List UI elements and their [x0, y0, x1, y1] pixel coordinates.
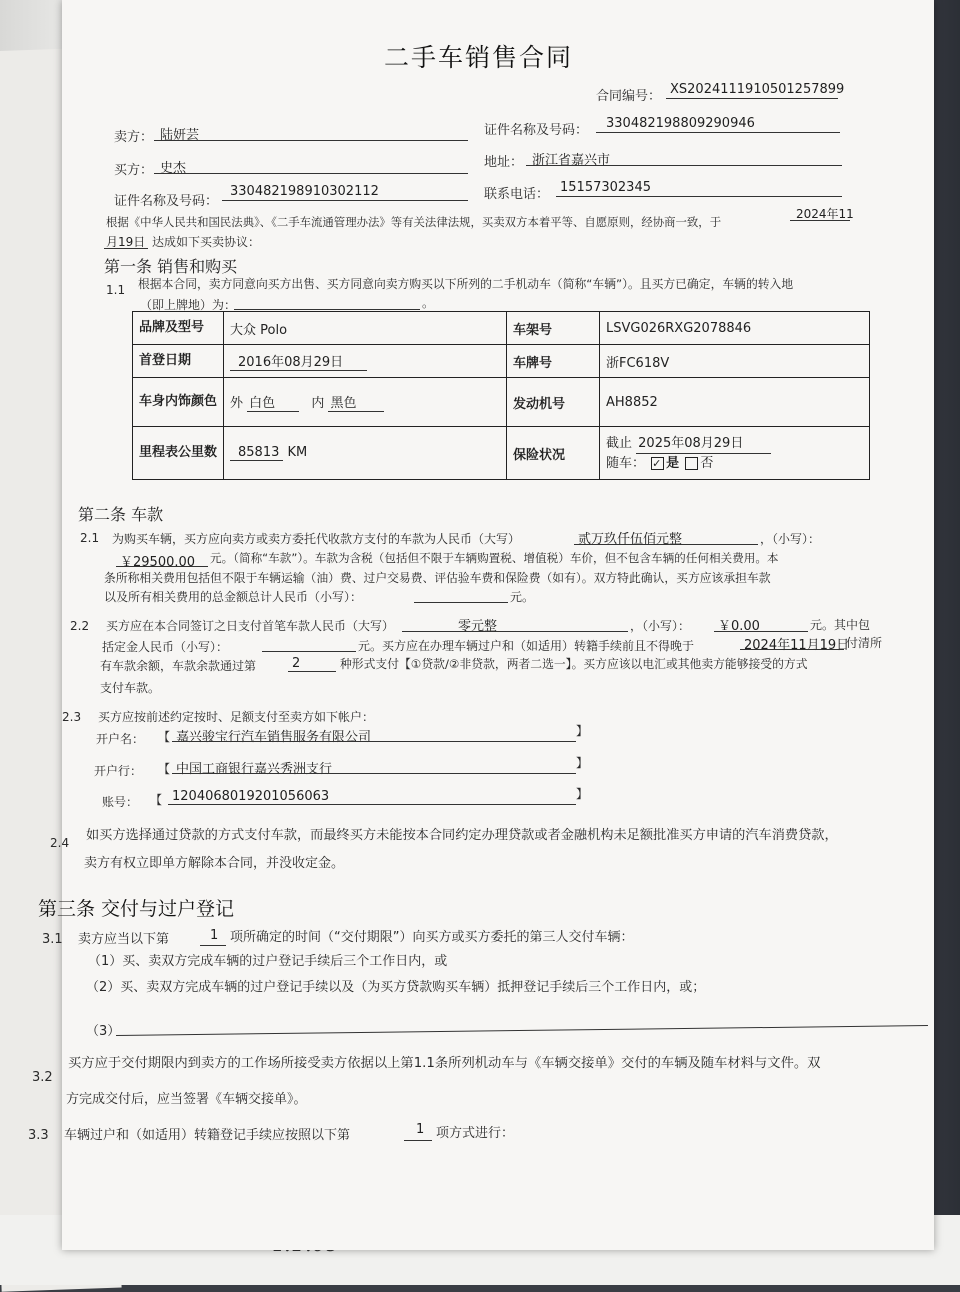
underline: [154, 173, 468, 174]
bracket-close: 】: [576, 756, 589, 770]
p31-option-1: （1）买、卖双方完成车辆的过户登记手续后三个工作日内，或: [88, 954, 448, 969]
yes-label: 是: [666, 455, 680, 471]
odometer-label: 里程表公里数: [133, 427, 224, 480]
p31-num: 3.1: [42, 932, 63, 947]
p22-text-a: 买方应在本合同签订之日支付首笔车款人民币（大写）: [106, 619, 395, 633]
p22-lower-amount: ￥0.00: [718, 619, 760, 634]
vehicle-info-table: [132, 311, 870, 480]
ins-until-label: 截止: [606, 435, 633, 451]
seller-label: 卖方：: [114, 130, 154, 145]
p21-upper-amount: 贰万玖仟伍佰元整: [578, 532, 683, 547]
exterior-label: 外: [230, 396, 244, 411]
underline: [288, 671, 336, 672]
underline: [172, 741, 576, 742]
p31-option-no: 1: [210, 928, 219, 943]
underline: [666, 98, 838, 99]
underline: [262, 651, 356, 652]
p31-option-3: （3）: [86, 1024, 121, 1039]
odometer-value: [224, 427, 507, 480]
reg-date-text: 2016年08月29日: [230, 351, 367, 371]
bracket-open: 【: [158, 730, 171, 744]
odometer-unit: KM: [287, 445, 308, 460]
underline: [740, 649, 844, 650]
p11-dot: 。: [422, 296, 435, 310]
article3-title: 第三条 交付与过户登记: [38, 898, 235, 920]
reg-date-value: [224, 345, 507, 378]
reg-date-label: 首登日期: [133, 345, 224, 378]
p31-text-a: 卖方应当以下第: [78, 932, 170, 947]
account-no: 1204068019201056063: [172, 789, 330, 804]
p22-text-f: 付清所: [846, 636, 883, 650]
buyer-addr-label: 地址：: [484, 155, 524, 170]
interior-color: 黑色: [328, 392, 384, 412]
p23-text-a: 买方应按前述约定按时、足额支付至卖方如下帐户：: [98, 710, 375, 724]
engine-label: 发动机号: [507, 378, 600, 427]
underline: [526, 165, 842, 166]
p11-num: 1.1: [106, 283, 126, 297]
p22-text-h: 种形式支付【①贷款/②非贷款，两者二选一】。买方应该以电汇或其他卖方能够接受的方式: [340, 657, 808, 671]
vin-label: 车架号: [507, 312, 600, 345]
p21-text-d: 条所称相关费用包括但不限于车辆运输（油）费、过户交易费、评估验车费和保险费（如有）。双方特此确认，买方应该承担车款: [104, 571, 771, 585]
interior-label: 内: [311, 396, 325, 411]
yes-checkbox[interactable]: [651, 457, 664, 470]
p22-text-e: 元。买方应在办理车辆过户和（如适用）转籍手续前且不得晚于: [358, 639, 695, 653]
p24-num: 2.4: [50, 836, 70, 850]
buyer-phone: 15157302345: [560, 180, 651, 195]
ins-until-date: 2025年08月29日: [636, 434, 771, 454]
bracket-open: 【: [150, 793, 163, 807]
underline: [116, 1025, 928, 1036]
p21-text-c: 元。（简称“车款”）。车款为含税（包括但不限于车辆购置税、增值税）车价，但不包含车辆的任何相关费用。本: [210, 551, 779, 565]
p21-text-f: 元。: [510, 590, 535, 604]
p33-option-no: 1: [416, 1122, 425, 1137]
account-name: 嘉兴骏宝行汽车销售服务有限公司: [176, 730, 372, 745]
bank-name: 中国工商银行嘉兴秀洲支行: [176, 762, 333, 777]
p22-upper-amount: 零元整: [458, 619, 498, 634]
underline: [222, 200, 468, 201]
p24-text-b: 卖方有权立即单方解除本合同，并没收定金。: [84, 856, 345, 871]
p21-text-b: ，（小写）：: [760, 532, 821, 546]
article1-title: 第一条 销售和购买: [104, 257, 238, 276]
contract-title: 二手车销售合同: [384, 43, 574, 72]
account-no-label: 账号：: [102, 795, 139, 809]
preamble-line2: 达成如下买卖协议：: [152, 235, 261, 249]
no-label: 否: [700, 455, 714, 471]
p31-option-2: （2）买、卖双方完成车辆的过户登记手续以及（为买方贷款购买车辆）抵押登记手续后三个工作日内，或；: [86, 980, 706, 995]
p11-text-b: （即上牌地）为：: [140, 298, 237, 312]
brand-label: 品牌及型号: [133, 312, 224, 345]
buyer-label: 买方：: [114, 163, 154, 178]
underline: [790, 220, 850, 221]
plate-label: 车牌号: [507, 345, 600, 378]
vin-value: LSVG026RXG2078846: [600, 312, 870, 345]
buyer-id-label: 证件名称及号码：: [114, 194, 219, 209]
underline: [574, 544, 758, 545]
p21-lower-amount: ￥29500.00: [120, 555, 196, 570]
p33-text-a: 车辆过户和（如适用）转籍登记手续应按照以下第: [64, 1128, 351, 1143]
bracket-open: 【: [158, 762, 171, 776]
p33-num: 3.3: [28, 1128, 49, 1143]
underline: [404, 1140, 432, 1141]
p22-text-c: 元。其中包: [810, 618, 871, 632]
underline: [402, 631, 628, 632]
seller-id: 330482198809290946: [606, 116, 755, 131]
exterior-color: 白色: [247, 392, 299, 412]
odometer-number: 85813: [230, 445, 283, 461]
ins-follow-label: 随车：: [606, 455, 646, 471]
p32-text-b: 方完成交付后，应当签署《车辆交接单》。: [66, 1092, 307, 1107]
underline: [172, 773, 576, 774]
p23-num: 2.3: [62, 710, 82, 724]
buyer-addr: 浙江省嘉兴市: [532, 153, 611, 168]
insurance-value: [600, 427, 870, 480]
p32-num: 3.2: [32, 1070, 53, 1085]
account-name-label: 开户名：: [96, 732, 145, 746]
preamble-date1: 2024年11: [796, 207, 854, 221]
underline: [168, 804, 576, 805]
underline: [104, 248, 148, 249]
p11-text-a: 根据本合同，卖方同意向买方出售、买方同意向卖方购买以下所列的二手机动车（简称“车辆”）。且买方已确定，车辆的转入地: [138, 277, 794, 291]
preamble-date2: 月19日: [106, 235, 146, 249]
p22-text-d: 括定金人民币（小写）：: [102, 640, 229, 654]
p22-text-g: 有车款余额，车款余款通过第: [100, 659, 257, 673]
buyer-phone-label: 联系电话：: [484, 187, 550, 202]
color-value: [224, 378, 507, 427]
contract-no-label: 合同编号：: [596, 89, 662, 104]
bank-label: 开户行：: [94, 764, 143, 778]
p21-num: 2.1: [80, 531, 100, 545]
engine-value: AH8852: [600, 378, 870, 427]
underline: [154, 140, 468, 141]
p22-text-i: 支付车款。: [100, 681, 161, 695]
bracket-close: 】: [576, 724, 589, 738]
underline: [116, 566, 208, 567]
underline: [234, 309, 420, 310]
p21-text-e: 以及所有相关费用的总金额总计人民币（小写）：: [104, 590, 363, 604]
p22-pay-option: 2: [292, 656, 301, 671]
buyer-name: 史杰: [160, 161, 187, 176]
underline: [556, 196, 842, 197]
color-label: 车身内饰颜色: [133, 378, 224, 427]
p22-text-b: ，（小写）：: [630, 619, 691, 633]
p24-text-a: 如买方选择通过贷款的方式支付车款，而最终买方未能按本合同约定办理贷款或者金融机构未足额批准买方申请的汽车消费贷款，: [86, 828, 838, 843]
p33-text-b: 项方式进行：: [436, 1126, 515, 1141]
brand-value: 大众 Polo: [224, 312, 507, 345]
buyer-id: 330482198910302112: [230, 184, 379, 199]
preamble-line1: 根据《中华人民共和国民法典》、《二手车流通管理办法》等有关法律法规，买卖双方本着平等、自愿原则，经协商一致，于: [106, 215, 722, 229]
p31-text-b: 项所确定的时间（“交付期限”）向买方或买方委托的第三人交付车辆：: [230, 930, 634, 945]
bracket-close: 】: [576, 787, 589, 801]
plate-value: 浙FC618V: [600, 345, 870, 378]
underline: [414, 602, 508, 603]
underline: [714, 631, 808, 632]
p22-deadline: 2024年11月19日: [744, 638, 850, 653]
no-checkbox[interactable]: [685, 457, 698, 470]
p21-text-a: 为购买车辆，买方应向卖方或卖方委托代收款方支付的车款为人民币（大写）: [112, 532, 521, 546]
article2-title: 第二条 车款: [78, 505, 164, 524]
underline: [596, 132, 840, 133]
seller-name: 陆妍芸: [160, 128, 200, 143]
p32-text-a: 买方应于交付期限内到卖方的工作场所接受卖方依据以上第1.1条所列机动车与《车辆交接单》交付的车辆及随车材料与文件。双: [68, 1056, 821, 1071]
contract-sheet: [28, 0, 934, 1250]
underline: [200, 945, 226, 946]
p22-num: 2.2: [70, 619, 90, 633]
contract-no-value: XS20241119105012578​99: [670, 82, 845, 97]
insurance-label: 保险状况: [507, 427, 600, 480]
seller-id-label: 证件名称及号码：: [484, 123, 589, 138]
